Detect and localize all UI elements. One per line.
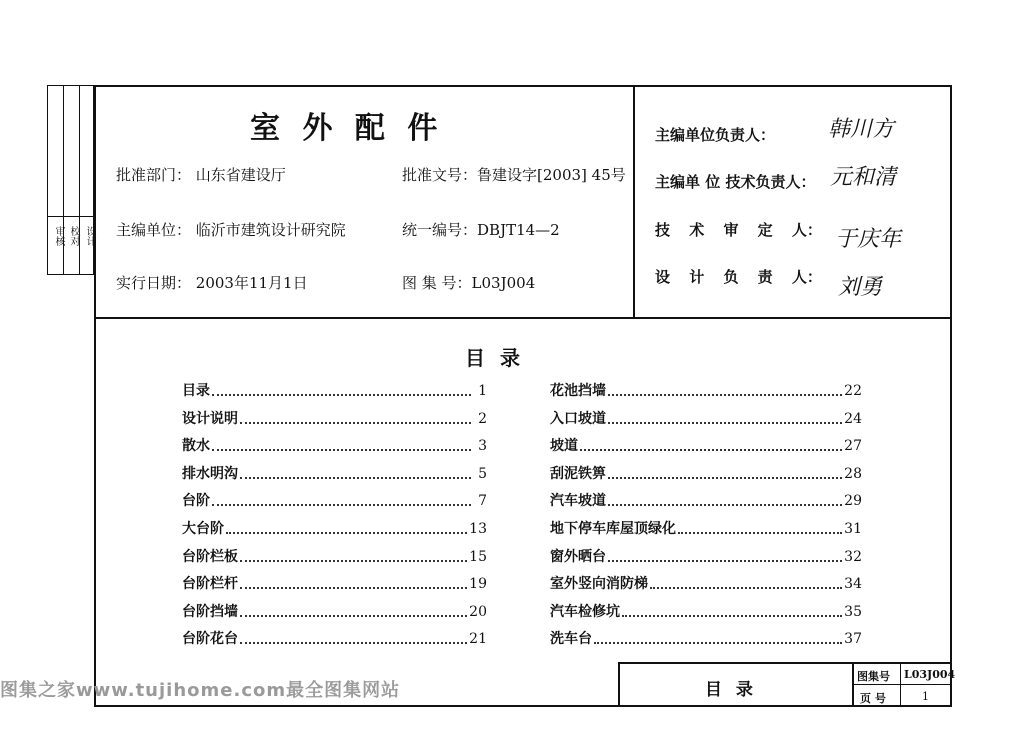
toc-entry-label: 洗车台: [550, 631, 592, 648]
title-block-row: [852, 684, 952, 685]
toc-leader-dots: [240, 467, 471, 479]
toc-entry-label: 室外竖向消防梯: [550, 576, 648, 593]
title-block-left: [618, 662, 620, 707]
unified-number: 统一编号：DBJT14—2: [402, 221, 560, 239]
toc-entry-label: 坡道: [550, 438, 578, 455]
title-block-page-label: 页 号: [860, 692, 886, 705]
toc-entry-page: 21: [469, 631, 487, 648]
title-block-name: 目 录: [705, 680, 757, 700]
toc-entry-label: 目录: [182, 383, 210, 399]
toc-entry[interactable]: [182, 435, 487, 455]
approval-dept: 批准部门： 山东省建设厅: [116, 166, 286, 184]
toc-entry-page: 13: [469, 521, 487, 537]
toc-leader-dots: [594, 632, 842, 644]
toc-leader-dots: [650, 577, 842, 589]
toc-entry-label: 汽车检修坑: [550, 603, 620, 620]
toc-entry[interactable]: [550, 408, 862, 428]
toc-entry-page: 7: [478, 493, 487, 510]
toc-entry-page: 15: [469, 548, 487, 565]
toc-leader-dots: [212, 384, 471, 396]
toc-entry-page: 35: [844, 603, 862, 620]
toc-entry-label: 设计说明: [182, 410, 238, 427]
toc-entry-page: 32: [844, 548, 862, 565]
toc-entry-label: 排水明沟: [182, 465, 238, 482]
toc-entry[interactable]: [182, 518, 487, 538]
toc-entry-label: 台阶栏杆: [182, 576, 238, 593]
toc-entry-label: 散水: [182, 438, 210, 455]
toc-leader-dots: [608, 550, 842, 562]
title-block-top: [618, 662, 952, 664]
toc-leader-dots: [212, 439, 471, 451]
effective-date: 实行日期： 2003年11月1日: [116, 274, 308, 292]
toc-entry-label: 窗外晒台: [550, 548, 606, 565]
toc-entry[interactable]: [182, 408, 487, 428]
toc-entry[interactable]: [550, 463, 862, 483]
strip-label-design: 设计: [84, 226, 95, 246]
header-vertical-divider: [633, 85, 635, 317]
site-watermark: 图集之家www.tujihome.com最全图集网站: [0, 680, 401, 701]
toc-entry-label: 入口坡道: [550, 410, 606, 427]
toc-entry-label: 大台阶: [182, 521, 224, 537]
toc-entry[interactable]: [550, 490, 862, 510]
header-divider: [94, 317, 952, 319]
toc-entry[interactable]: [550, 601, 862, 621]
toc-entry-label: 花池挡墙: [550, 383, 606, 399]
toc-entry-page: 37: [844, 631, 862, 648]
toc-entry-page: 31: [844, 521, 862, 537]
toc-entry-page: 24: [844, 410, 862, 427]
toc-entry[interactable]: [550, 380, 862, 400]
toc-leader-dots: [622, 605, 842, 617]
toc-entry-label: 台阶: [182, 493, 210, 510]
role-tech-chief: 主编单 位 技术负责人：: [655, 173, 816, 191]
signature-chief-unit: 韩川方: [828, 117, 895, 142]
toc-entry[interactable]: [182, 601, 487, 621]
signature-tech-review: 于庆年: [835, 227, 902, 252]
toc-entry-label: 汽车坡道: [550, 493, 606, 510]
toc-leader-dots: [678, 522, 842, 534]
toc-entry-label: 台阶挡墙: [182, 603, 238, 620]
toc-leader-dots: [240, 577, 467, 589]
toc-entry[interactable]: [182, 573, 487, 593]
title-block-atlas-label: 图集号: [857, 670, 890, 683]
toc-entry-page: 5: [478, 465, 487, 482]
strip-label-audit: 审核: [53, 226, 64, 246]
toc-leader-dots: [580, 439, 842, 451]
title-block-page-value: 1: [922, 690, 929, 703]
toc-entry-page: 2: [478, 410, 487, 427]
toc-leader-dots: [240, 632, 467, 644]
side-approval-strip: [47, 85, 94, 275]
title-block-atlas-value: L03J004: [904, 668, 956, 681]
toc-entry-page: 3: [478, 438, 487, 455]
role-chief-unit: 主编单位负责人：: [655, 126, 776, 144]
toc-leader-dots: [240, 550, 467, 562]
toc-leader-dots: [212, 494, 471, 506]
toc-leader-dots: [240, 605, 467, 617]
signature-tech-chief: 元和清: [830, 165, 897, 190]
toc-entry[interactable]: [182, 490, 487, 510]
atlas-number: 图 集 号：L03J004: [402, 274, 536, 292]
toc-entry-label: 地下停车库屋顶绿化: [550, 521, 676, 537]
toc-entry-label: 台阶栏板: [182, 548, 238, 565]
toc-entry[interactable]: [182, 628, 487, 648]
editor-unit: 主编单位： 临沂市建筑设计研究院: [116, 221, 346, 239]
toc-entry-page: 1: [478, 383, 487, 399]
toc-entry-label: 刮泥铁箅: [550, 465, 606, 482]
toc-entry[interactable]: [182, 546, 487, 566]
role-design-lead: 设 计 负 责 人：: [655, 268, 822, 286]
toc-entry[interactable]: [550, 546, 862, 566]
toc-entry[interactable]: [550, 435, 862, 455]
toc-leader-dots: [240, 412, 471, 424]
toc-entry-page: 27: [844, 438, 862, 455]
strip-label-check: 校对: [68, 226, 79, 246]
toc-leader-dots: [608, 384, 842, 396]
toc-entry[interactable]: [550, 573, 862, 593]
toc-entry-page: 19: [469, 576, 487, 593]
toc-entry-label: 台阶花台: [182, 631, 238, 648]
role-tech-review: 技 术 审 定 人：: [655, 221, 822, 239]
toc-entry[interactable]: [182, 463, 487, 483]
page-title: 室 外 配 件: [250, 111, 444, 146]
toc-leader-dots: [608, 494, 842, 506]
toc-title: 目 录: [465, 346, 524, 370]
signature-design-lead: 刘勇: [838, 275, 883, 300]
toc-leader-dots: [226, 522, 467, 534]
toc-entry-page: 20: [469, 603, 487, 620]
toc-entry-page: 22: [844, 383, 862, 399]
toc-entry-page: 28: [844, 465, 862, 482]
approval-doc: 批准文号：鲁建设字[2003] 45号: [402, 166, 626, 184]
toc-leader-dots: [608, 467, 842, 479]
toc-entry[interactable]: [182, 380, 487, 400]
toc-leader-dots: [608, 412, 842, 424]
toc-entry[interactable]: [550, 628, 862, 648]
toc-entry-page: 34: [844, 576, 862, 593]
toc-entry-page: 29: [844, 493, 862, 510]
toc-entry[interactable]: [550, 518, 862, 538]
